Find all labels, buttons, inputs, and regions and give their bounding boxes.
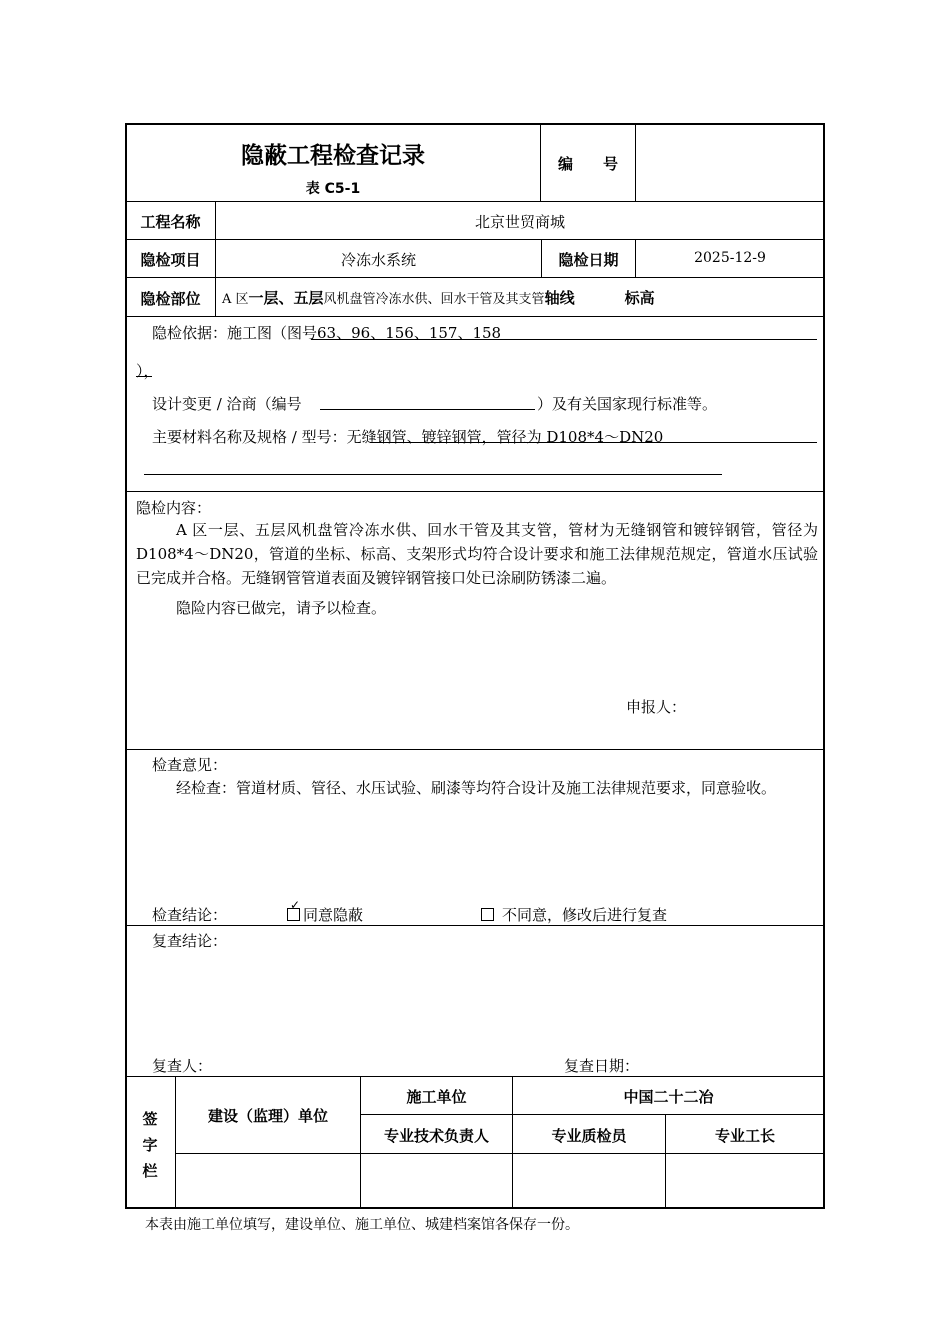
contractor-name: 中国二十二冶 bbox=[623, 1088, 714, 1106]
tech-lead-signature-cell[interactable] bbox=[361, 1154, 512, 1208]
check-mark-icon: ✓ bbox=[290, 898, 301, 912]
project-name-value[interactable]: 北京世贸商城 bbox=[474, 213, 565, 231]
change-suffix: ）及有关国家现行标准等。 bbox=[537, 395, 718, 413]
location-label: 隐检部位 bbox=[140, 290, 201, 308]
divider bbox=[126, 1076, 824, 1077]
qc-label: 专业质检员 bbox=[551, 1127, 627, 1145]
content-closing: 隐险内容已做完，请予以检查。 bbox=[176, 599, 387, 617]
recheck-conclusion-label: 复查结论： bbox=[152, 932, 228, 950]
disagree-label: 不同意，修改后进行复查 bbox=[502, 906, 668, 924]
axis-label: 轴线 bbox=[544, 289, 575, 307]
reporter-label: 申报人： bbox=[626, 698, 687, 716]
foreman-label: 专业工长 bbox=[714, 1127, 775, 1145]
form-frame bbox=[125, 123, 825, 1209]
change-label: 设计变更 / 洽商（编号 bbox=[152, 395, 302, 413]
location-desc: 风机盘管冷冻水供、回水干管及其支管 bbox=[323, 292, 545, 307]
tech-lead-label: 专业技术负责人 bbox=[383, 1127, 489, 1145]
disagree-option[interactable] bbox=[481, 904, 667, 925]
elevation-label: 标高 bbox=[624, 289, 655, 307]
agree-label: 同意隐蔽 bbox=[303, 906, 364, 924]
material-underline bbox=[370, 442, 817, 443]
owner-signature-cell[interactable] bbox=[176, 1154, 360, 1208]
divider bbox=[635, 124, 636, 201]
material-label: 主要材料名称及规格 / 型号： bbox=[152, 428, 347, 446]
divider bbox=[126, 239, 824, 240]
divider bbox=[126, 749, 824, 750]
item-label: 隐检项目 bbox=[140, 251, 201, 269]
signature-column-label: 签字栏 bbox=[142, 1110, 158, 1180]
disagree-checkbox[interactable] bbox=[481, 908, 494, 921]
material-line bbox=[152, 426, 663, 447]
foreman-signature-cell[interactable] bbox=[666, 1154, 824, 1208]
footer-note: 本表由施工单位填写，建设单位、施工单位、城建档案馆各保存一份。 bbox=[145, 1217, 579, 1233]
contractor-label: 施工单位 bbox=[406, 1088, 467, 1106]
divider bbox=[360, 1114, 824, 1115]
divider bbox=[126, 201, 824, 202]
close-underline bbox=[136, 376, 152, 377]
date-value[interactable]: 2025-12-9 bbox=[694, 250, 766, 266]
basis-label: 隐检依据：施工图（图号 bbox=[152, 324, 318, 342]
recheck-person-label: 复查人： bbox=[152, 1057, 213, 1075]
material-value[interactable]: 无缝钢管、镀锌钢管，管径为 D108*4～DN20 bbox=[346, 428, 664, 446]
qc-signature-cell[interactable] bbox=[513, 1154, 665, 1208]
location-value[interactable] bbox=[222, 287, 822, 308]
location-floors: 一层、五层 bbox=[248, 289, 324, 307]
owner-label: 建设（监理）单位 bbox=[207, 1107, 328, 1125]
content-paragraph: A 区一层、五层风机盘管冷冻水供、回水干管及其支管，管材为无缝钢管和镀锌钢管，管径为 D108*4～DN20，管道的坐标、标高、支架形式均符合设计要求和施工法律规范规定，管道水压试验已完成并合格。无缝钢管管道表面及镀锌钢管接口处已涂刷防锈漆二遍。 bbox=[136, 521, 818, 587]
item-value[interactable]: 冷冻水系统 bbox=[340, 251, 416, 269]
form-code: 表 C5-1 bbox=[305, 181, 361, 197]
agree-option[interactable] bbox=[287, 898, 364, 925]
divider bbox=[126, 316, 824, 317]
opinion-text: 经检查：管道材质、管径、水压试验、刷漆等均符合设计及施工法律规范要求，同意验收。 bbox=[176, 779, 777, 797]
material-underline-2 bbox=[144, 474, 722, 475]
project-name-label: 工程名称 bbox=[140, 213, 201, 231]
date-label: 隐检日期 bbox=[558, 251, 619, 269]
divider bbox=[126, 925, 824, 926]
location-prefix: A 区 bbox=[222, 292, 249, 307]
change-underline bbox=[320, 409, 535, 410]
form-title: 隐蔽工程检查记录 bbox=[241, 143, 425, 169]
divider bbox=[126, 277, 824, 278]
basis-close: ）， bbox=[136, 362, 159, 380]
content-label: 隐检内容： bbox=[136, 499, 212, 517]
drawing-numbers[interactable]: 63、96、156、157、158 bbox=[317, 324, 502, 342]
divider bbox=[126, 491, 824, 492]
opinion-label: 检查意见： bbox=[152, 756, 228, 774]
drawing-underline bbox=[311, 339, 817, 340]
recheck-date-label: 复查日期： bbox=[564, 1057, 640, 1075]
number-label: 编 号 bbox=[557, 155, 618, 173]
agree-checkbox[interactable] bbox=[287, 898, 301, 921]
conclusion-label: 检查结论： bbox=[152, 906, 228, 924]
